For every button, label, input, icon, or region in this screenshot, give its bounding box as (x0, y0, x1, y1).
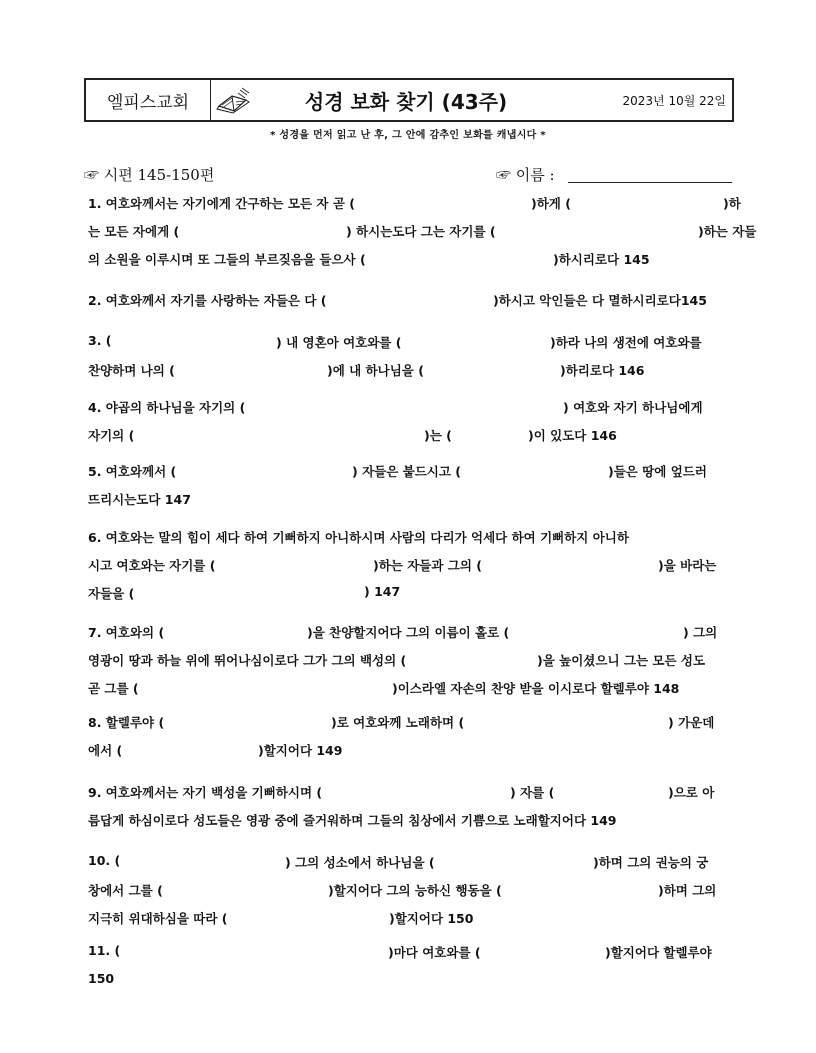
question-line (88, 909, 728, 937)
question-10 (88, 853, 728, 937)
question-line (88, 222, 757, 250)
question-text-segment: 에서 ( (88, 743, 123, 758)
question-line (88, 971, 728, 999)
question-line (88, 651, 728, 679)
question-line (88, 811, 728, 839)
question-text-segment: )할지어다 할렐루야 (605, 945, 712, 960)
name-input-line[interactable] (568, 182, 732, 183)
question-text-segment: 8. 할렐루야 ( (88, 715, 165, 730)
question-text-segment: ) 자를 ( (510, 785, 555, 800)
question-text-segment: )하며 그의 (658, 883, 717, 898)
question-text-segment: )하는 자들 (698, 224, 757, 239)
question-6 (88, 528, 728, 612)
question-line (88, 943, 728, 971)
question-text-segment: )을 높이셨으니 그는 모든 성도 (537, 653, 706, 668)
question-text-segment: ) 하시는도다 그는 자기를 ( (346, 224, 496, 239)
church-name: 엘피스교회 (86, 80, 211, 120)
question-text-segment: )마다 여호와를 ( (388, 945, 481, 960)
question-text-segment: 11. ( (88, 943, 121, 958)
question-text-segment: ) 여호와 자기 하나님에게 (563, 400, 703, 415)
open-book-icon (216, 86, 252, 114)
question-text-segment: )할지어다 149 (258, 743, 343, 758)
question-text-segment: )에 내 하나님을 ( (327, 363, 424, 378)
question-text-segment: )이 있도다 146 (528, 428, 617, 443)
question-text-segment: ) 그의 성소에서 하나님을 ( (285, 855, 435, 870)
question-line (88, 881, 728, 909)
question-text-segment: 9. 여호와께서는 자기 백성을 기뻐하시며 ( (88, 785, 323, 800)
question-text-segment: ) 147 (364, 584, 401, 599)
question-text-segment: )들은 땅에 엎드러 (608, 464, 707, 479)
question-text-segment: )하시고 악인들은 다 멸하시리로다145 (493, 293, 707, 308)
question-1 (88, 194, 757, 278)
question-7 (88, 623, 728, 707)
question-line (88, 528, 728, 556)
question-text-segment: 2. 여호와께서 자기를 사랑하는 자들은 다 ( (88, 293, 327, 308)
question-text-segment: 시고 여호와는 자기를 ( (88, 558, 216, 573)
question-line (88, 291, 728, 319)
question-line (88, 490, 728, 518)
question-line (88, 361, 728, 389)
question-text-segment: 4. 야곱의 하나님을 자기의 ( (88, 400, 246, 415)
question-text-segment: 지극히 위대하심을 따라 ( (88, 911, 228, 926)
question-text-segment: ) 내 영혼아 여호와를 ( (276, 335, 402, 350)
question-text-segment: )하는 자들과 그의 ( (373, 558, 483, 573)
question-text-segment: 5. 여호와께서 ( (88, 464, 177, 479)
question-text-segment: 1. 여호와께서는 자기에게 간구하는 모든 자 곧 ( (88, 196, 355, 211)
question-8 (88, 713, 728, 769)
question-text-segment: )는 ( (424, 428, 452, 443)
question-line (88, 462, 728, 490)
question-text-segment: 10. ( (88, 853, 121, 868)
question-text-segment: ) 자들은 붙드시고 ( (352, 464, 462, 479)
question-line (88, 679, 728, 707)
question-text-segment: 의 소원을 이루시며 또 그들의 부르짖음을 들으사 ( (88, 252, 366, 267)
question-text-segment: 7. 여호와의 ( (88, 625, 165, 640)
question-text-segment: )할지어다 그의 능하신 행동을 ( (328, 883, 502, 898)
question-text-segment: 찬양하며 나의 ( (88, 363, 175, 378)
question-text-segment: )이스라엘 자손의 찬양 받을 이시로다 할렐루야 148 (392, 681, 680, 696)
question-line (88, 783, 728, 811)
question-line (88, 584, 728, 612)
subtitle: * 성경을 먼저 읽고 난 후, 그 안에 감추인 보화를 캐냅시다 * (270, 130, 546, 141)
question-line (88, 623, 728, 651)
question-3 (88, 333, 728, 389)
question-text-segment: 창에서 그를 ( (88, 883, 163, 898)
question-line (88, 741, 728, 769)
question-line (88, 426, 728, 454)
question-text-segment: )할지어다 150 (389, 911, 474, 926)
question-text-segment: )하라 나의 생전에 여호와를 (550, 335, 702, 350)
question-text-segment: 6. 여호와는 말의 힘이 세다 하여 기뻐하지 아니하시며 사람의 다리가 억세다 하여 기뻐하지 아니하 (88, 530, 629, 545)
question-text-segment: )로 여호와께 노래하며 ( (331, 715, 465, 730)
question-text-segment: )으로 아 (668, 785, 715, 800)
question-line (88, 333, 728, 361)
question-text-segment: 자들을 ( (88, 586, 135, 601)
question-text-segment: )하리로다 146 (560, 363, 645, 378)
question-11 (88, 943, 728, 999)
question-text-segment: ) 가운데 (668, 715, 715, 730)
question-text-segment: )을 바라는 (658, 558, 717, 573)
question-4 (88, 398, 728, 454)
question-text-segment: 150 (88, 971, 115, 986)
header-box (84, 78, 734, 122)
question-text-segment: ) 그의 (683, 625, 718, 640)
question-text-segment: 3. ( (88, 333, 112, 348)
question-text-segment: 뜨리시는도다 147 (88, 492, 191, 507)
question-text-segment: 영광이 땅과 하늘 위에 뛰어나심이로다 그가 그의 백성의 ( (88, 653, 407, 668)
question-line (88, 853, 728, 881)
page-title: 성경 보화 찾기 (43주) (304, 89, 508, 114)
question-9 (88, 783, 728, 839)
question-5 (88, 462, 728, 518)
question-text-segment: 자기의 ( (88, 428, 135, 443)
question-text-segment: )하며 그의 권능의 궁 (593, 855, 709, 870)
question-line (88, 556, 728, 584)
question-text-segment: 는 모든 자에게 ( (88, 224, 180, 239)
question-text-segment: )을 찬양할지어다 그의 이름이 홀로 ( (307, 625, 510, 640)
question-text-segment: )하시리로다 145 (553, 252, 650, 267)
question-text-segment: )하 (723, 196, 741, 211)
psalm-label: ☞ 시편 145-150편 (84, 166, 215, 184)
question-2 (88, 291, 728, 319)
name-label: ☞ 이름 : (496, 166, 555, 184)
date-label: 2023년 10월 22일 (622, 93, 726, 108)
question-line (88, 713, 728, 741)
question-line (88, 194, 741, 222)
question-text-segment: 곧 그를 ( (88, 681, 139, 696)
question-text-segment: )하게 ( (531, 196, 571, 211)
question-text-segment: 름답게 하심이로다 성도들은 영광 중에 즐거워하며 그들의 침상에서 기쁨으로 노래할지어다 149 (88, 813, 617, 828)
question-line (88, 250, 728, 278)
question-line (88, 398, 728, 426)
